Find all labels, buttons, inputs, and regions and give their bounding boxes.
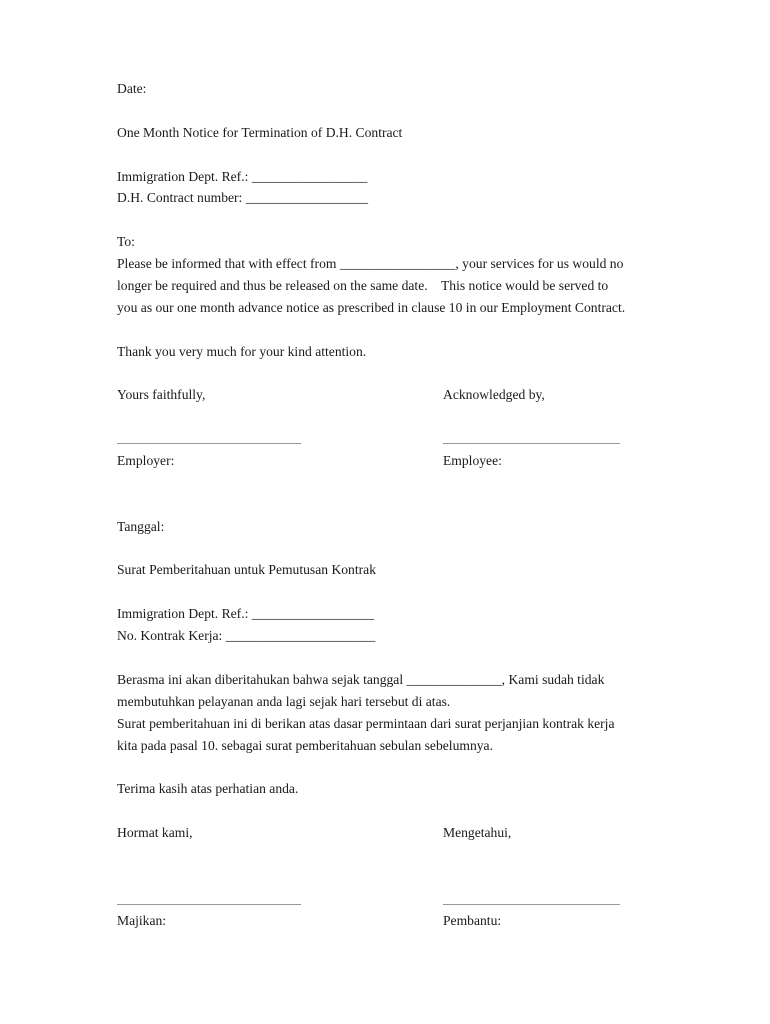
kontrak-number: No. Kontrak Kerja: ______________________ — [117, 628, 376, 643]
pembantu-label: Pembantu: — [443, 913, 502, 928]
thanks-line-id: Terima kasih atas perhatian anda. — [117, 781, 299, 796]
body-line-id: kita pada pasal 10. sebagai surat pemberitahuan sebulan sebelumnya. — [117, 738, 493, 753]
to-label: To: — [117, 234, 135, 249]
employee-label: Employee: — [443, 453, 502, 468]
majikan-label: Majikan: — [117, 913, 167, 928]
employer-label: Employer: — [117, 453, 175, 468]
tanggal-label: Tanggal: — [117, 519, 165, 534]
body-line-id: Surat pemberitahuan ini di berikan atas dasar permintaan dari surat perjanjian kontrak kerja — [117, 716, 615, 731]
immigration-ref-id: Immigration Dept. Ref.: __________________ — [117, 606, 375, 621]
body-line: you as our one month advance notice as prescribed in clause 10 in our Employment Contract. — [117, 300, 626, 315]
body-line-id: membutuhkan pelayanan anda lagi sejak hari tersebut di atas. — [117, 694, 451, 709]
immigration-ref: Immigration Dept. Ref.: _________________ — [117, 169, 368, 184]
closing-employer: Yours faithfully, — [117, 387, 206, 402]
body-line-id: Berasma ini akan diberitahukan bahwa sejak tanggal ______________, Kami sudah tidak — [117, 672, 605, 687]
employee-signature-line — [443, 443, 620, 444]
body-line: Please be informed that with effect from _________________, your services for us would no — [117, 256, 624, 271]
surat-title: Surat Pemberitahuan untuk Pemutusan Kontrak — [117, 562, 376, 577]
date-label: Date: — [117, 81, 147, 96]
closing-employee: Acknowledged by, — [443, 387, 545, 402]
thanks-line: Thank you very much for your kind attention. — [117, 344, 367, 359]
pembantu-signature-line — [443, 904, 620, 905]
contract-number: D.H. Contract number: __________________ — [117, 190, 369, 205]
employer-signature-line — [117, 443, 301, 444]
body-line: longer be required and thus be released on the same date. This notice would be served to — [117, 278, 609, 293]
closing-majikan: Hormat kami, — [117, 825, 193, 840]
majikan-signature-line — [117, 904, 301, 905]
closing-pembantu: Mengetahui, — [443, 825, 512, 840]
notice-title: One Month Notice for Termination of D.H. Contract — [117, 125, 403, 140]
